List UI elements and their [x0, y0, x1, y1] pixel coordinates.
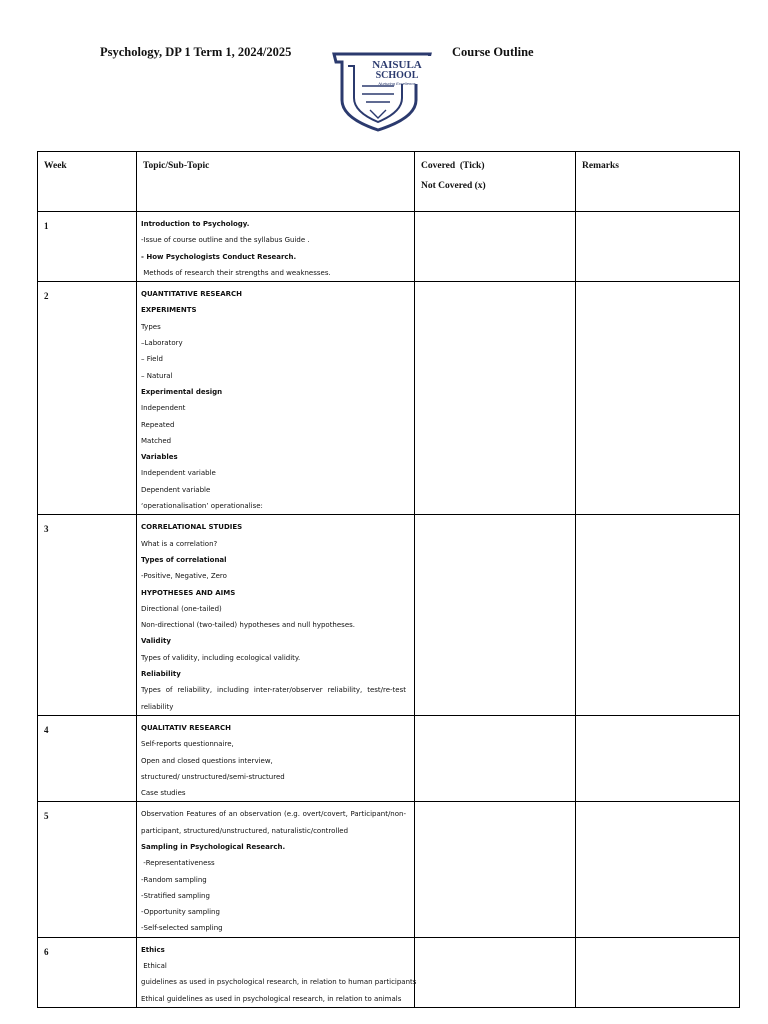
- topic-line: CORRELATIONAL STUDIES: [141, 523, 243, 532]
- topic-line: Self-reports questionnaire,: [141, 740, 234, 749]
- topic-cell: [137, 212, 415, 282]
- topic-line: Dependent variable: [141, 485, 211, 494]
- topic-line: Matched: [141, 436, 172, 445]
- table-header-row: [38, 152, 740, 212]
- topic-line: QUALITATIV RESEARCH: [141, 723, 232, 732]
- topic-line: - How Psychologists Conduct Research.: [141, 252, 297, 261]
- topic-line: Case studies: [141, 789, 186, 798]
- covered-cell[interactable]: [415, 802, 576, 937]
- topic-line: -Stratified sampling: [141, 891, 210, 900]
- topic-line: Ethics: [141, 945, 165, 954]
- course-outline-heading: Course Outline: [452, 45, 534, 59]
- topic-cell: [137, 515, 415, 716]
- topic-cell: [137, 715, 415, 801]
- topic-line: ‘operationalisation’ operationalise:: [141, 502, 263, 511]
- remarks-cell[interactable]: [576, 937, 740, 1007]
- not-covered-label: Not Covered (x): [421, 181, 486, 191]
- topic-line: -Opportunity sampling: [141, 908, 220, 917]
- table-row: [38, 212, 740, 282]
- topic-line: -Self-selected sampling: [141, 924, 223, 933]
- logo-motto: Nurturing Excellence: [378, 81, 416, 86]
- topic-line: guidelines as used in psychological research, in relation to human participants: [141, 978, 417, 987]
- topic-line: Methods of research their strengths and weaknesses.: [141, 268, 331, 277]
- topic-line: Introduction to Psychology.: [141, 220, 250, 228]
- col-header-topic: Topic/Sub-Topic: [137, 152, 415, 212]
- col-header-week: Week: [38, 152, 137, 212]
- remarks-cell[interactable]: [576, 802, 740, 937]
- topic-cell: [137, 937, 415, 1007]
- topic-line: Variables: [141, 453, 178, 462]
- topic-line: Types of reliability, including inter-rater/observer reliability, test/re-test reliability: [141, 686, 406, 711]
- week-number: 3: [38, 515, 137, 716]
- col-header-remarks: Remarks: [576, 152, 740, 212]
- remarks-cell[interactable]: [576, 212, 740, 282]
- topic-line: Validity: [141, 637, 171, 646]
- topic-line: Independent: [141, 404, 186, 413]
- covered-cell[interactable]: [415, 282, 576, 515]
- topic-line: – Field: [141, 355, 163, 364]
- remarks-cell[interactable]: [576, 715, 740, 801]
- table-row: [38, 937, 740, 1007]
- week-number: 4: [38, 715, 137, 801]
- week-number: 2: [38, 282, 137, 515]
- covered-cell[interactable]: [415, 212, 576, 282]
- topic-cell: [137, 282, 415, 515]
- topic-line: -Random sampling: [141, 875, 207, 884]
- topic-line: Types of validity, including ecological validity.: [141, 653, 301, 662]
- col-header-covered: [415, 152, 576, 212]
- covered-cell[interactable]: [415, 715, 576, 801]
- topic-line: EXPERIMENTS: [141, 306, 197, 315]
- remarks-cell[interactable]: [576, 282, 740, 515]
- remarks-cell[interactable]: [576, 515, 740, 716]
- topic-line: Types: [141, 322, 161, 331]
- topic-line: Repeated: [141, 420, 175, 429]
- topic-line: -Issue of course outline and the syllabus Guide .: [141, 236, 310, 245]
- logo-text-school: SCHOOL: [375, 70, 419, 81]
- topic-line: What is a correlation?: [141, 539, 218, 548]
- topic-line: -Representativeness: [141, 859, 215, 868]
- topic-line: Reliability: [141, 670, 181, 679]
- covered-cell[interactable]: [415, 937, 576, 1007]
- topic-line: Independent variable: [141, 469, 216, 478]
- covered-cell[interactable]: [415, 515, 576, 716]
- table-row: [38, 802, 740, 937]
- topic-line: – Natural: [141, 371, 173, 380]
- week-number: 6: [38, 937, 137, 1007]
- topic-line: structured/ unstructured/semi-structured: [141, 772, 285, 781]
- topic-line: Observation Features of an observation (e.g. overt/covert, Participant/non-participant, structured/unstructured, naturalistic/controlled: [141, 810, 406, 835]
- school-logo: [330, 48, 438, 134]
- covered-label: Covered (Tick): [421, 161, 485, 171]
- table-row: [38, 282, 740, 515]
- document-title: Psychology, DP 1 Term 1, 2024/2025: [100, 45, 292, 59]
- topic-line: Experimental design: [141, 387, 223, 396]
- topic-line: Directional (one-tailed): [141, 604, 222, 613]
- table-row: [38, 715, 740, 801]
- table-row: [38, 515, 740, 716]
- topic-line: QUANTITATIVE RESEARCH: [141, 290, 242, 299]
- topic-line: Open and closed questions interview,: [141, 756, 273, 765]
- topic-line: –Laboratory: [141, 339, 183, 348]
- week-number: 1: [38, 212, 137, 282]
- topic-line: Sampling in Psychological Research.: [141, 842, 286, 851]
- course-outline-table: [37, 151, 740, 1008]
- topic-line: Non-directional (two-tailed) hypotheses and null hypotheses.: [141, 621, 356, 630]
- topic-cell: [137, 802, 415, 937]
- topic-line: -Positive, Negative, Zero: [141, 572, 227, 581]
- logo-text-naisula: NAISULA: [372, 59, 422, 71]
- topic-line: Types of correlational: [141, 555, 227, 564]
- topic-line: Ethical: [141, 962, 167, 971]
- table-body: [38, 212, 740, 1008]
- week-number: 5: [38, 802, 137, 937]
- topic-line: HYPOTHESES AND AIMS: [141, 588, 236, 597]
- topic-line: Ethical guidelines as used in psychological research, in relation to animals: [141, 994, 402, 1003]
